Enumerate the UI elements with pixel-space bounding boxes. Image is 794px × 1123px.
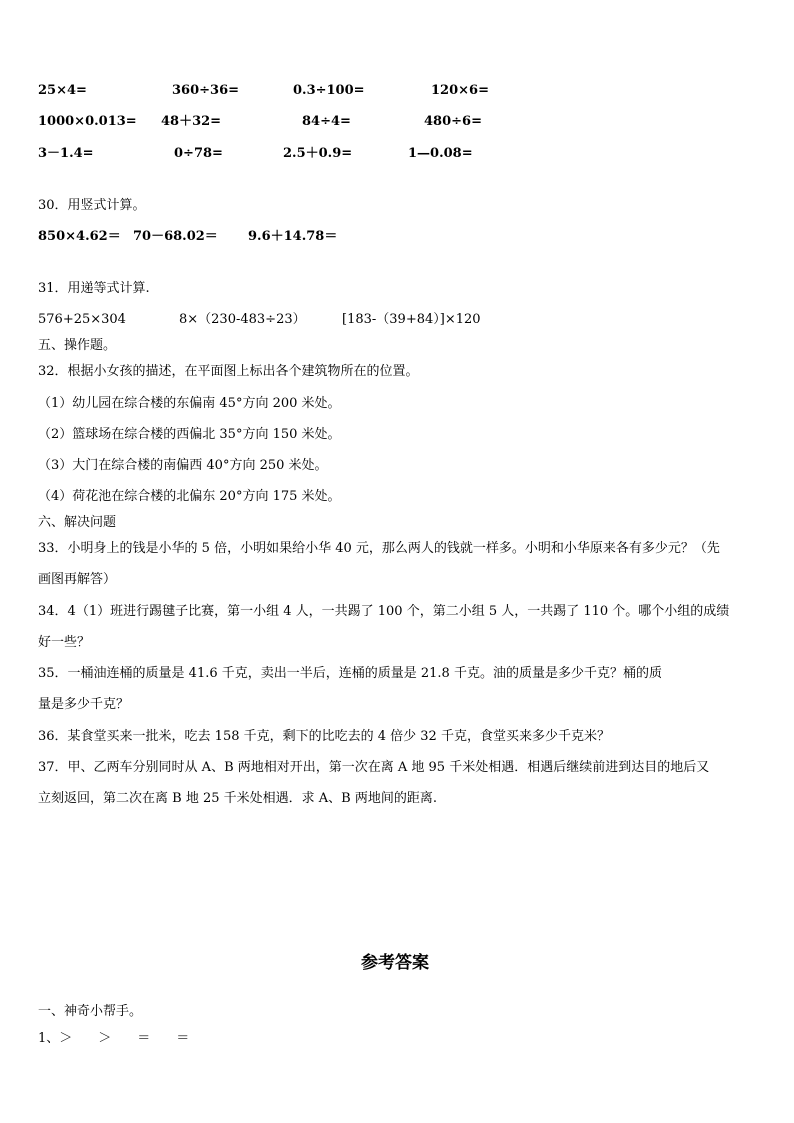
q34-line-1: 34．4（1）班进行踢毽子比赛，第一小组 4 人，一共踢了 100 个，第二小组 5 人，一共踢了 110 个。哪个小组的成绩 (38, 604, 730, 619)
q30-item-1: 850×4.62＝ (38, 229, 121, 244)
oral-calc-2-1: 1000×0.013= (38, 114, 137, 129)
oral-calc-3-2: 0÷78= (174, 146, 223, 161)
q37-line-2: 立刻返回，第二次在离 B 地 25 千米处相遇．求 A、B 两地间的距离. (38, 791, 437, 806)
q31-title: 31．用递等式计算. (38, 281, 150, 296)
q30-item-2: 70－68.02＝ (133, 229, 218, 244)
q32-item-3: （3）大门在综合楼的南偏西 40°方向 250 米处。 (38, 458, 328, 473)
oral-calc-1-4: 120×6= (431, 83, 489, 98)
q35-line-2: 量是多少千克？ (38, 697, 130, 712)
oral-calc-2-3: 84÷4= (302, 114, 351, 129)
q30-item-3: 9.6＋14.78＝ (248, 229, 338, 244)
oral-calc-3-1: 3－1.4= (38, 146, 94, 161)
q31-item-1: 576+25×304 (38, 312, 126, 327)
q32-title: 32．根据小女孩的描述，在平面图上标出各个建筑物所在的位置。 (38, 364, 419, 379)
oral-calc-3-3: 2.5＋0.9= (283, 146, 353, 161)
q33-line-1: 33．小明身上的钱是小华的 5 倍，小明如果给小华 40 元，那么两人的钱就一样多。小明和小华原来各有多少元？（先 (38, 541, 720, 556)
section-5-heading: 五、操作题。 (38, 338, 117, 353)
q33-line-2: 画图再解答） (38, 572, 117, 587)
oral-calc-1-2: 360÷36= (172, 83, 240, 98)
q36-line-1: 36．某食堂买来一批米，吃去 158 千克，剩下的比吃去的 4 倍少 32 千克，食堂买来多少千克米？ (38, 729, 610, 744)
section-6-heading: 六、解决问题 (38, 515, 117, 530)
oral-calc-3-4: 1—0.08= (408, 146, 473, 161)
q32-item-1: （1）幼儿园在综合楼的东偏南 45°方向 200 米处。 (38, 396, 341, 411)
oral-calc-2-2: 48＋32= (161, 114, 222, 129)
q31-item-2: 8×（230-483÷23） (179, 312, 306, 327)
oral-calc-2-4: 480÷6= (424, 114, 482, 129)
q32-item-2: （2）篮球场在综合楼的西偏北 35°方向 150 米处。 (38, 427, 341, 442)
q37-line-1: 37．甲、乙两车分别同时从 A、B 两地相对开出，第一次在离 A 地 95 千米处相遇．相遇后继续前进到达目的地后又 (38, 760, 710, 775)
answers-title: 参考答案 (361, 953, 429, 973)
q35-line-1: 35．一桶油连桶的质量是 41.6 千克，卖出一半后，连桶的质量是 21.8 千克。油的质量是多少千克？桶的质 (38, 666, 662, 681)
oral-calc-1-3: 0.3÷100= (293, 83, 365, 98)
q31-item-3: [183-（39+84）]×120 (342, 312, 481, 327)
q30-title: 30．用竖式计算。 (38, 198, 146, 213)
answers-section-1: 一、神奇小帮手。 (38, 1004, 143, 1019)
q32-item-4: （4）荷花池在综合楼的北偏东 20°方向 175 米处。 (38, 489, 341, 504)
answer-1: 1、＞ ＞ ＝ ＝ (38, 1031, 190, 1046)
oral-calc-1-1: 25×4= (38, 83, 87, 98)
q34-line-2: 好一些？ (38, 635, 91, 650)
